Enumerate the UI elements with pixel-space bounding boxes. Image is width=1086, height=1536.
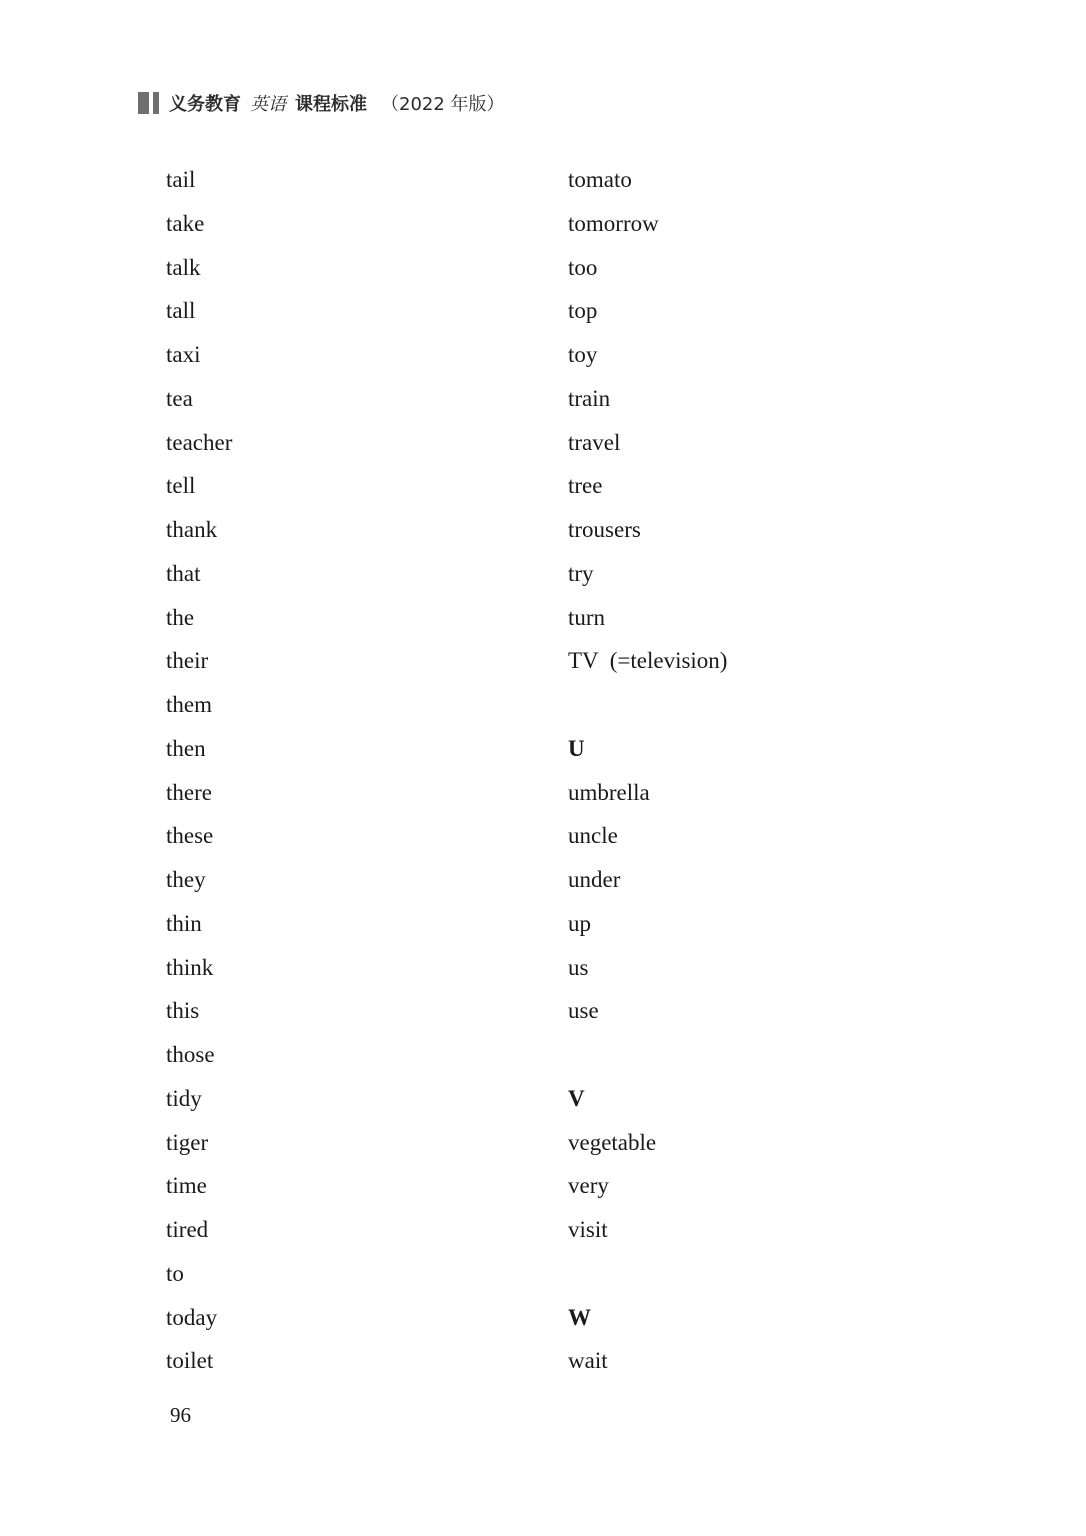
word-entry: top — [568, 298, 598, 324]
section-spacer — [568, 1037, 727, 1081]
word-entry: thin — [166, 910, 202, 936]
word-entry: take — [166, 210, 205, 236]
word-entry: tell — [166, 473, 196, 499]
word-entry: try — [568, 560, 594, 586]
word-entry: the — [166, 604, 195, 630]
word-entry: taxi — [166, 342, 201, 367]
word-entry: visit — [568, 1217, 608, 1242]
word-entry: tall — [166, 298, 196, 324]
word-entry: us — [568, 954, 589, 980]
header-title-suffix: 课程标准 — [295, 94, 367, 115]
word-entry: those — [166, 1042, 215, 1067]
word-entry: them — [166, 692, 212, 717]
word-entry: use — [568, 998, 599, 1024]
word-entry: teacher — [166, 429, 233, 455]
header-title-subject: 英语 — [250, 94, 286, 115]
word-entry: today — [166, 1304, 218, 1330]
word-entry: these — [166, 823, 214, 849]
word-entry: tomorrow — [568, 210, 659, 236]
letter-section-heading: V — [568, 1085, 585, 1111]
word-entry: to — [166, 1260, 184, 1286]
word-entry: umbrella — [568, 779, 650, 805]
word-entry: very — [568, 1173, 609, 1199]
word-entry: that — [166, 560, 201, 586]
word-entry: tired — [166, 1217, 209, 1242]
word-entry: uncle — [568, 823, 618, 849]
section-spacer — [568, 1256, 727, 1300]
word-entry: travel — [568, 429, 621, 455]
word-list-left-column — [166, 162, 232, 1387]
word-entry: up — [568, 910, 591, 936]
word-entry: there — [166, 779, 212, 805]
word-entry: train — [568, 385, 611, 411]
word-entry: this — [166, 998, 200, 1024]
word-entry: wait — [568, 1348, 608, 1374]
word-entry: trousers — [568, 517, 641, 542]
word-entry: time — [166, 1173, 207, 1199]
word-entry: toilet — [166, 1348, 214, 1374]
word-entry: their — [166, 648, 209, 674]
header-title — [169, 90, 505, 116]
word-entry: thank — [166, 517, 218, 542]
letter-section-heading: W — [568, 1304, 591, 1330]
header-edition: （2022 年版） — [381, 94, 505, 115]
word-entry: TV (=television) — [568, 648, 728, 674]
header-bar-thick — [138, 92, 149, 114]
word-entry: tea — [166, 385, 193, 411]
word-entry: then — [166, 735, 206, 761]
word-entry: too — [568, 254, 598, 280]
word-entry: toy — [568, 342, 598, 367]
header-title-prefix: 义务教育 — [169, 94, 241, 115]
header-bar-mark — [138, 92, 159, 114]
header-bar-thin — [153, 92, 159, 114]
word-entry: vegetable — [568, 1129, 657, 1155]
running-header — [138, 88, 505, 118]
word-entry: tree — [568, 473, 603, 499]
page-number: 96 — [170, 1403, 191, 1427]
section-spacer — [568, 687, 727, 731]
word-entry: tiger — [166, 1129, 209, 1155]
letter-section-heading: U — [568, 735, 585, 761]
word-entry: they — [166, 867, 206, 892]
word-entry: think — [166, 954, 214, 980]
word-entry: tail — [166, 167, 196, 192]
word-list-right-column — [568, 162, 727, 1387]
word-entry: turn — [568, 604, 606, 630]
word-entry: talk — [166, 254, 201, 280]
word-entry: tidy — [166, 1085, 202, 1111]
word-entry: tomato — [568, 167, 632, 192]
word-entry: under — [568, 867, 621, 892]
